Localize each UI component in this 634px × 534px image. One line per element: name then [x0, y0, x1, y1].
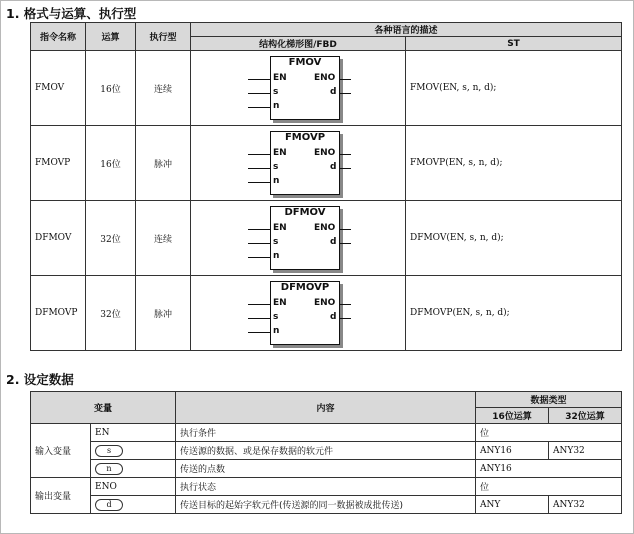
table-row — [31, 460, 622, 478]
operation: 32位 — [86, 201, 136, 276]
fbd-block-name: FMOVP — [284, 132, 326, 143]
var-name: d — [95, 499, 123, 511]
fbd-cell — [191, 201, 406, 276]
fbd-block — [248, 206, 348, 270]
fbd-block — [248, 56, 348, 120]
var-name: s — [95, 445, 123, 457]
pin-en: EN — [273, 298, 287, 308]
var-type-16: ANY — [476, 496, 549, 514]
var-type-32: ANY32 — [549, 496, 622, 514]
operation: 16位 — [86, 51, 136, 126]
header-variable: 变量 — [31, 392, 176, 424]
var-name: n — [95, 463, 123, 475]
st-syntax: FMOVP(EN, s, n, d); — [406, 126, 622, 201]
pin-d: d — [330, 237, 337, 247]
var-content: 执行状态 — [176, 478, 476, 496]
fbd-block-name: FMOV — [288, 57, 322, 68]
exec-type: 连续 — [136, 51, 191, 126]
exec-type: 脉冲 — [136, 276, 191, 351]
var-name: ENO — [91, 478, 176, 496]
pin-n: n — [273, 101, 280, 111]
var-type: ANY16 — [476, 460, 622, 478]
operation: 16位 — [86, 126, 136, 201]
pin-eno: ENO — [314, 298, 336, 308]
instruction-name: FMOV — [31, 51, 86, 126]
var-content: 传送目标的起始字软元件(传送源的同一数据被成批传送) — [176, 496, 476, 514]
var-name: EN — [91, 424, 176, 442]
section-1-title: 1. 格式与运算、执行型 — [6, 6, 137, 21]
var-type-16: ANY16 — [476, 442, 549, 460]
pin-eno: ENO — [314, 223, 336, 233]
header-operation: 运算 — [86, 23, 136, 51]
format-table — [30, 22, 622, 351]
table-row — [31, 276, 622, 351]
instruction-name: DFMOV — [31, 201, 86, 276]
fbd-cell — [191, 51, 406, 126]
exec-type: 脉冲 — [136, 126, 191, 201]
table-row — [31, 201, 622, 276]
instruction-name: FMOVP — [31, 126, 86, 201]
pin-eno: ENO — [314, 148, 336, 158]
fbd-block-name: DFMOVP — [280, 282, 330, 293]
var-name-cell — [91, 460, 176, 478]
pin-s: s — [273, 162, 279, 172]
var-content: 执行条件 — [176, 424, 476, 442]
header-32bit: 32位运算 — [549, 408, 622, 424]
var-name-cell — [91, 442, 176, 460]
pin-en: EN — [273, 73, 287, 83]
var-type: 位 — [476, 424, 622, 442]
fbd-cell — [191, 126, 406, 201]
fbd-block — [248, 131, 348, 195]
group-output: 输出变量 — [31, 478, 91, 514]
group-input: 输入变量 — [31, 424, 91, 478]
settings-table — [30, 391, 622, 514]
table-row — [31, 424, 622, 442]
header-st: ST — [406, 37, 622, 51]
fbd-block-name: DFMOV — [284, 207, 326, 218]
table-row — [31, 51, 622, 126]
var-content: 传送源的数据、或是保存数据的软元件 — [176, 442, 476, 460]
pin-n: n — [273, 326, 280, 336]
instruction-name: DFMOVP — [31, 276, 86, 351]
pin-en: EN — [273, 148, 287, 158]
fbd-block — [248, 281, 348, 345]
table-row — [31, 478, 622, 496]
pin-d: d — [330, 312, 337, 322]
header-fbd: 结构化梯形图/FBD — [191, 37, 406, 51]
var-type: 位 — [476, 478, 622, 496]
pin-d: d — [330, 162, 337, 172]
operation: 32位 — [86, 276, 136, 351]
var-content: 传送的点数 — [176, 460, 476, 478]
header-exec-type: 执行型 — [136, 23, 191, 51]
pin-en: EN — [273, 223, 287, 233]
st-syntax: DFMOV(EN, s, n, d); — [406, 201, 622, 276]
var-name-cell — [91, 496, 176, 514]
var-type-32: ANY32 — [549, 442, 622, 460]
header-16bit: 16位运算 — [476, 408, 549, 424]
exec-type: 连续 — [136, 201, 191, 276]
section-2-title: 2. 设定数据 — [6, 372, 74, 387]
pin-s: s — [273, 87, 279, 97]
header-content: 内容 — [176, 392, 476, 424]
pin-d: d — [330, 87, 337, 97]
pin-s: s — [273, 312, 279, 322]
st-syntax: FMOV(EN, s, n, d); — [406, 51, 622, 126]
fbd-cell — [191, 276, 406, 351]
pin-eno: ENO — [314, 73, 336, 83]
st-syntax: DFMOVP(EN, s, n, d); — [406, 276, 622, 351]
table-row — [31, 126, 622, 201]
table-row — [31, 496, 622, 514]
header-instruction-name: 指令名称 — [31, 23, 86, 51]
table-row — [31, 442, 622, 460]
pin-n: n — [273, 176, 280, 186]
pin-n: n — [273, 251, 280, 261]
header-data-type: 数据类型 — [476, 392, 622, 408]
header-language-desc: 各种语言的描述 — [191, 23, 622, 37]
pin-s: s — [273, 237, 279, 247]
